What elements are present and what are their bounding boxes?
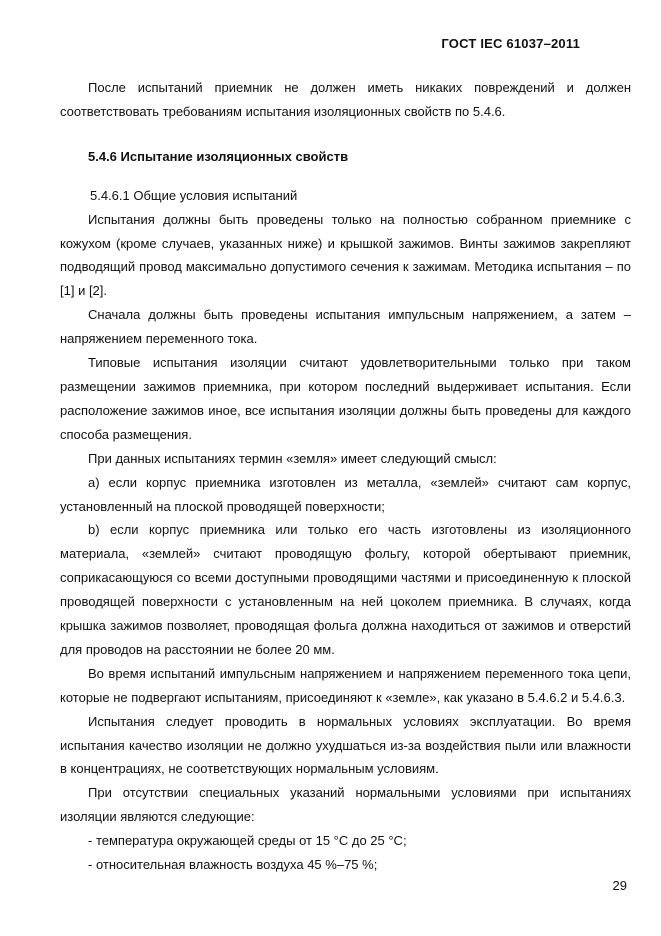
page-header <box>441 36 580 51</box>
paragraph: Во время испытаний импульсным напряжением и напряжением переменного тока цепи, которые не подвергают испытаниям, присоединяют к «земле», как указано в 5.4.6.2 и 5.4.6.3. <box>60 665 631 705</box>
paragraph: При данных испытаниях термин «земля» имеет следующий смысл: <box>88 450 497 466</box>
paragraph: После испытаний приемник не должен иметь никаких повреждений и должен соответствовать требованиям испытания изоляционных свойств по 5.4.6. <box>60 80 631 119</box>
paragraph: Типовые испытания изоляции считают удовлетворительными только при таком размещении зажимов приемника, при котором последний выдерживает испытания. Если расположение зажимов иное, все испытания изоляции должны быть проведены для каждого способа размещения. <box>60 355 631 442</box>
document-body <box>60 76 631 877</box>
page-number: 29 <box>612 878 627 893</box>
paragraph: При отсутствии специальных указаний нормальными условиями при испытаниях изоляции являются следующие: <box>60 785 631 825</box>
list-item: - относительная влажность воздуха 45 %–75 %; <box>88 857 378 873</box>
section-heading: 5.4.6 Испытание изоляционных свойств <box>88 148 349 164</box>
paragraph: Испытания следует проводить в нормальных условиях эксплуатации. Во время испытания качество изоляции не должно ухудшаться из-за воздействия пыли или влажности в концентрациях, не соответствующих нормальным условиям. <box>60 713 631 777</box>
list-item: - температура окружающей среды от 15 °С до 25 °С; <box>88 833 407 849</box>
list-item: a) если корпус приемника изготовлен из металла, «землей» считают сам корпус, установленный на плоской проводящей поверхности; <box>60 474 631 514</box>
standard-id: ГОСТ IEC 61037–2011 <box>441 36 580 51</box>
list-item: b) если корпус приемника или только его часть изготовлены из изоляционного материала, «землей» считают проводящую фольгу, которой обертывают приемник, соприкасающуюся со всеми доступными проводящими частями и присоединенную к плоской проводящей поверхности с установленным на ней цоколем приемника. В случаях, когда крышка зажимов позволяет, проводящая фольга должна находиться от зажимов и отверстий для проводов на расстоянии не более 20 мм. <box>60 522 631 657</box>
paragraph: Испытания должны быть проведены только на полностью собранном приемнике с кожухом (кроме случаев, указанных ниже) и крышкой зажимов. Винты зажимов закрепляют подводящий провод максимально допустимого сечения к зажимам. Методика испытания – по [1] и [2]. <box>60 211 631 299</box>
subsection-title: 5.4.6.1 Общие условия испытаний <box>90 187 298 203</box>
paragraph: Сначала должны быть проведены испытания импульсным напряжением, а затем – напряжением переменного тока. <box>60 307 631 347</box>
